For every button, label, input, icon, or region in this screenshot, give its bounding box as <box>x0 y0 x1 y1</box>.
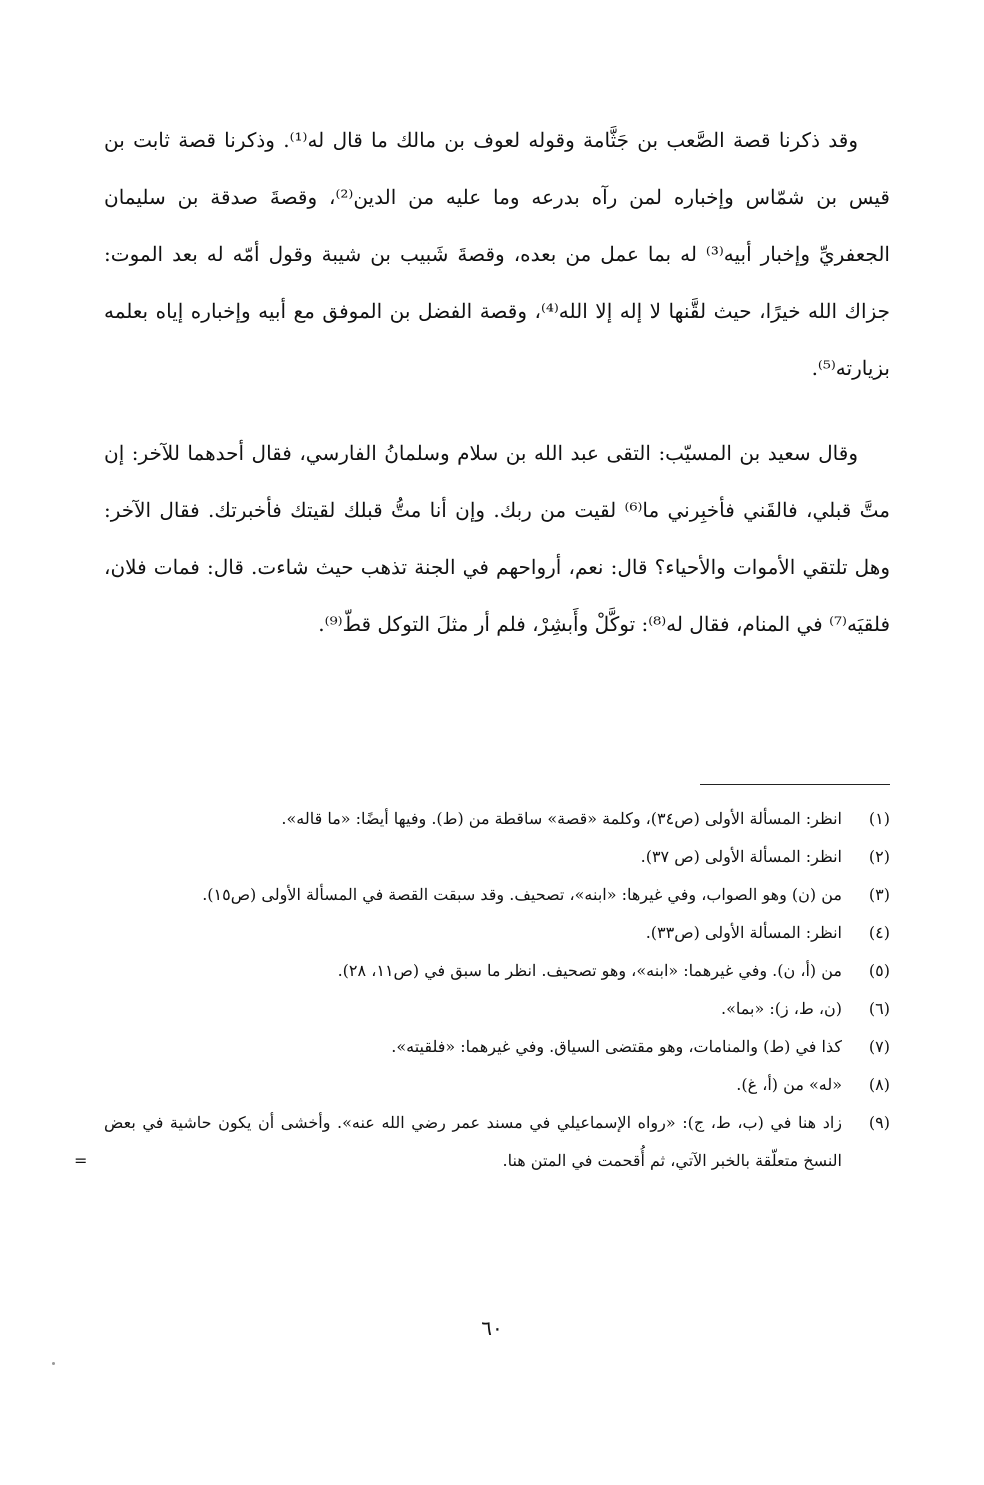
footnote-5 <box>104 952 890 990</box>
footnote-number: (٩) <box>868 1113 890 1132</box>
footnote-1 <box>104 800 890 838</box>
footnote-text: انظر: المسألة الأولى (ص٣٤)، وكلمة «قصة» ساقطة من (ط). وفيها أيضًا: «ما قاله». <box>281 809 842 828</box>
footnote-number: (٥) <box>868 961 890 980</box>
footnote-number: (١) <box>868 809 890 828</box>
paragraph-2: وقال سعيد بن المسيّب: التقى عبد الله بن سلام وسلمانُ الفارسي، فقال أحدهما للآخر: إن متَّ قبلي، فالقَني فأخبِرني ما⁽⁶⁾ لقيت من ربك. وإن أنا متُّ قبلك لقيتك فأخبرتك. فقال الآخر: وهل تلتقي الأموات والأحياء؟ قال: نعم، أرواحهم في الجنة تذهب حيث شاءت. قال: فمات فلان، فلقيَه⁽⁷⁾ في المنام، فقال له⁽⁸⁾: توكَّلْ وأَبشِرْ، فلم أر مثلَ التوكل قطّ⁽⁹⁾. <box>104 441 890 636</box>
footnote-3 <box>104 876 890 914</box>
footnote-9 <box>74 1104 890 1180</box>
main-text <box>104 112 890 653</box>
footnote-text: زاد هنا في (ب، ط، ج): «رواه الإسماعيلي في مسند عمر رضي الله عنه». وأخشى أن يكون حاشية في بعض النسخ متعلّقة بالخبر الآتي، ثم أُقحمت في المتن هنا. <box>104 1113 842 1170</box>
footnote-4 <box>104 914 890 952</box>
footnote-number: (٨) <box>868 1075 890 1094</box>
footnote-number: (٧) <box>868 1037 890 1056</box>
footnote-text: من (أ، ن). وفي غيرهما: «ابنه»، وهو تصحيف. انظر ما سبق في (ص١١، ٢٨). <box>337 961 842 980</box>
continuation-mark: = <box>74 1151 88 1170</box>
footnote-2 <box>104 838 890 876</box>
footnote-text: انظر: المسألة الأولى (ص ٣٧). <box>640 847 842 866</box>
paragraph-1: وقد ذكرنا قصة الصَّعب بن جَثَّامة وقوله لعوف بن مالك ما قال له⁽¹⁾. وذكرنا قصة ثابت بن قيس بن شمّاس وإخباره لمن رآه بدرعه وما عليه من الدين⁽²⁾، وقصةَ صدقة بن سليمان الجعفريِّ وإخبار أبيه⁽³⁾ له بما عمل من بعده، وقصةَ شَبيب بن شيبة وقول أمّه له بعد الموت: جزاك الله خيرًا، حيث لقَّنها لا إله إلا الله⁽⁴⁾، وقصة الفضل بن الموفق مع أبيه وإخباره إياه بعلمه بزيارته⁽⁵⁾. <box>104 128 890 380</box>
footnote-7 <box>104 1028 890 1066</box>
scan-speck <box>52 1362 55 1365</box>
footnote-text: (ن، ط، ز): «بما». <box>721 999 842 1018</box>
footnote-number: (٦) <box>868 999 890 1018</box>
page-number: ٦٠ <box>481 1316 503 1340</box>
footnote-number: (٢) <box>868 847 890 866</box>
footnotes <box>74 800 890 1180</box>
footnote-text: «له» من (أ، غ). <box>736 1075 842 1094</box>
footnote-number: (٤) <box>868 923 890 942</box>
footnote-number: (٣) <box>868 885 890 904</box>
footnote-8 <box>104 1066 890 1104</box>
footnote-text: من (ن) وهو الصواب، وفي غيرها: «ابنه»، تصحيف. وقد سبقت القصة في المسألة الأولى (ص١٥). <box>202 885 842 904</box>
footnote-separator <box>700 784 890 785</box>
footnote-text: انظر: المسألة الأولى (ص٣٣). <box>645 923 842 942</box>
footnote-6 <box>104 990 890 1028</box>
footnote-text: كذا في (ط) والمنامات، وهو مقتضى السياق. وفي غيرهما: «فلقيته». <box>391 1037 842 1056</box>
